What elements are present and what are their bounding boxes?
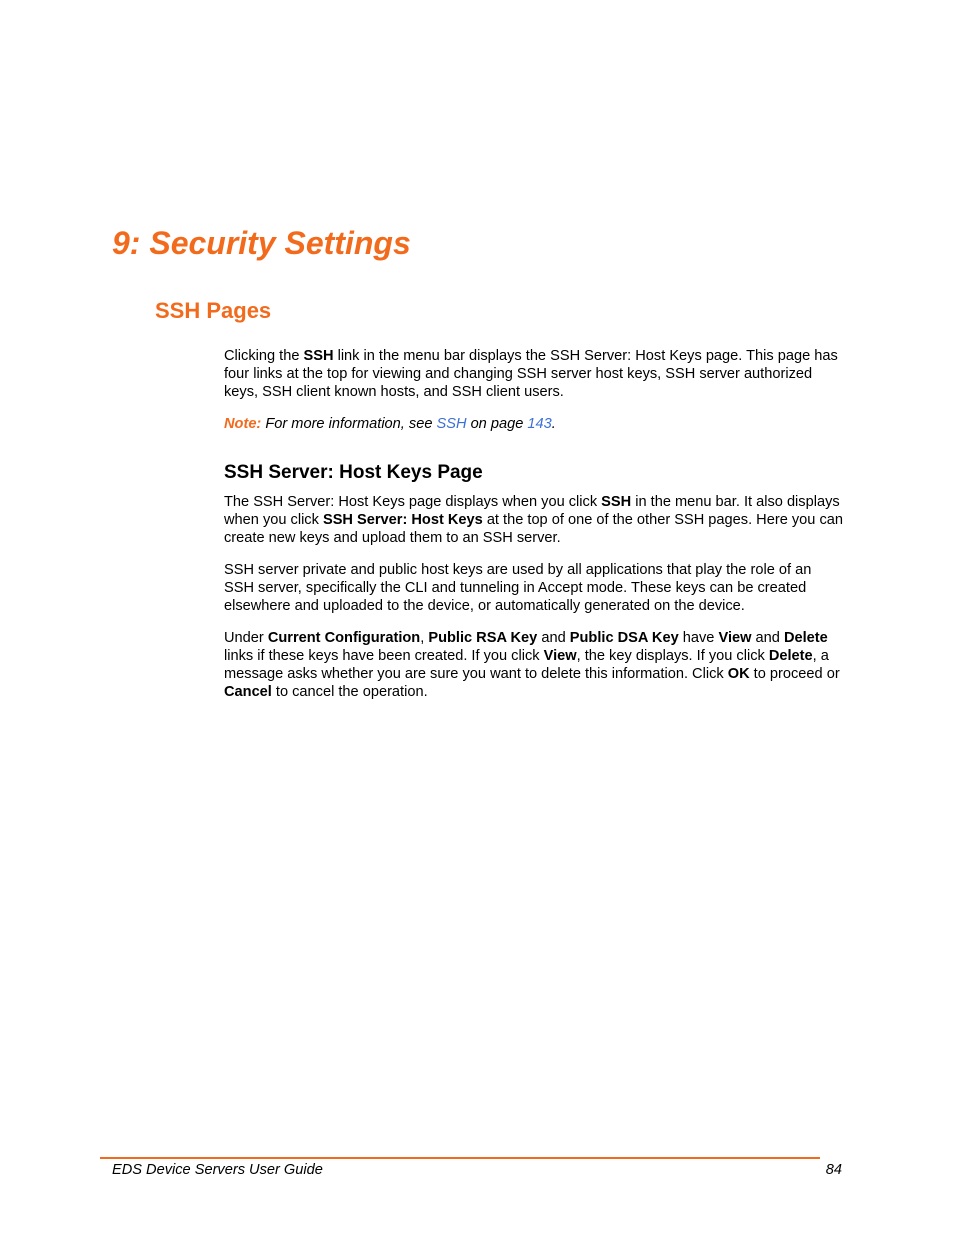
bold-term: Cancel [224,684,272,700]
subsection-title: SSH Server: Host Keys Page [224,462,483,483]
text-run: The SSH Server: Host Keys page displays when you click [224,494,602,510]
bold-term: Current Configuration [267,630,421,646]
text-run: and [537,630,570,646]
text-run: to proceed or [749,666,840,682]
text-run: Clicking the [224,348,304,364]
note-paragraph [224,415,844,433]
text-run: , the key displays. If you click [576,648,769,664]
host-keys-paragraph-3 [224,629,844,701]
text-run: link in the menu bar displays the SSH Server: Host Keys page. This page has four links at the top for viewing and changing SSH server host keys, SSH server authorized keys, SSH client known hosts, and SSH client users. [224,348,838,400]
text-run: to cancel the operation. [271,684,428,700]
intro-paragraph [224,347,844,401]
note-label: Note: [224,416,262,432]
text-run: SSH server private and public host keys are used by all applications that play the role of an SSH server, specifically the CLI and tunneling in Accept mode. These keys can be created elsewhere and uploaded to the device, or automatically generated on the device. [224,562,812,614]
text-run: and [751,630,784,646]
text-run: , a message asks whether you are sure you want to delete this information. Click [224,648,829,682]
bold-ssh-term: SSH [303,348,334,364]
bold-term: Public RSA Key [428,630,538,646]
note-text: on page [466,416,528,432]
text-run: links if these keys have been created. If you click [224,648,544,664]
text-run: Under [224,630,268,646]
bold-term: Delete [768,648,813,664]
text-run: , [420,630,429,646]
bold-term: View [718,630,752,646]
chapter-title: 9: Security Settings [112,225,411,261]
footer-title: EDS Device Servers User Guide [112,1162,323,1178]
footer-page-number: 84 [825,1162,842,1178]
bold-term: SSH Server: Host Keys [322,512,483,528]
footer-divider [100,1157,820,1159]
ssh-link[interactable]: SSH [436,416,467,432]
bold-term: View [543,648,577,664]
bold-term: OK [727,666,750,682]
section-title: SSH Pages [155,298,272,323]
note-text: For more information, see [261,416,437,432]
note-text: . [551,416,556,432]
text-run: in the menu bar. It also displays when you click [224,494,840,528]
host-keys-paragraph-1 [224,493,844,547]
host-keys-paragraph-2 [224,561,844,615]
page-link[interactable]: 143 [527,416,552,432]
text-run: at the top of one of the other SSH pages. Here you can create new keys and upload them to an SSH server. [224,512,843,546]
text-run: have [678,630,719,646]
bold-term: SSH [601,494,632,510]
bold-term: Delete [783,630,828,646]
bold-term: Public DSA Key [569,630,679,646]
